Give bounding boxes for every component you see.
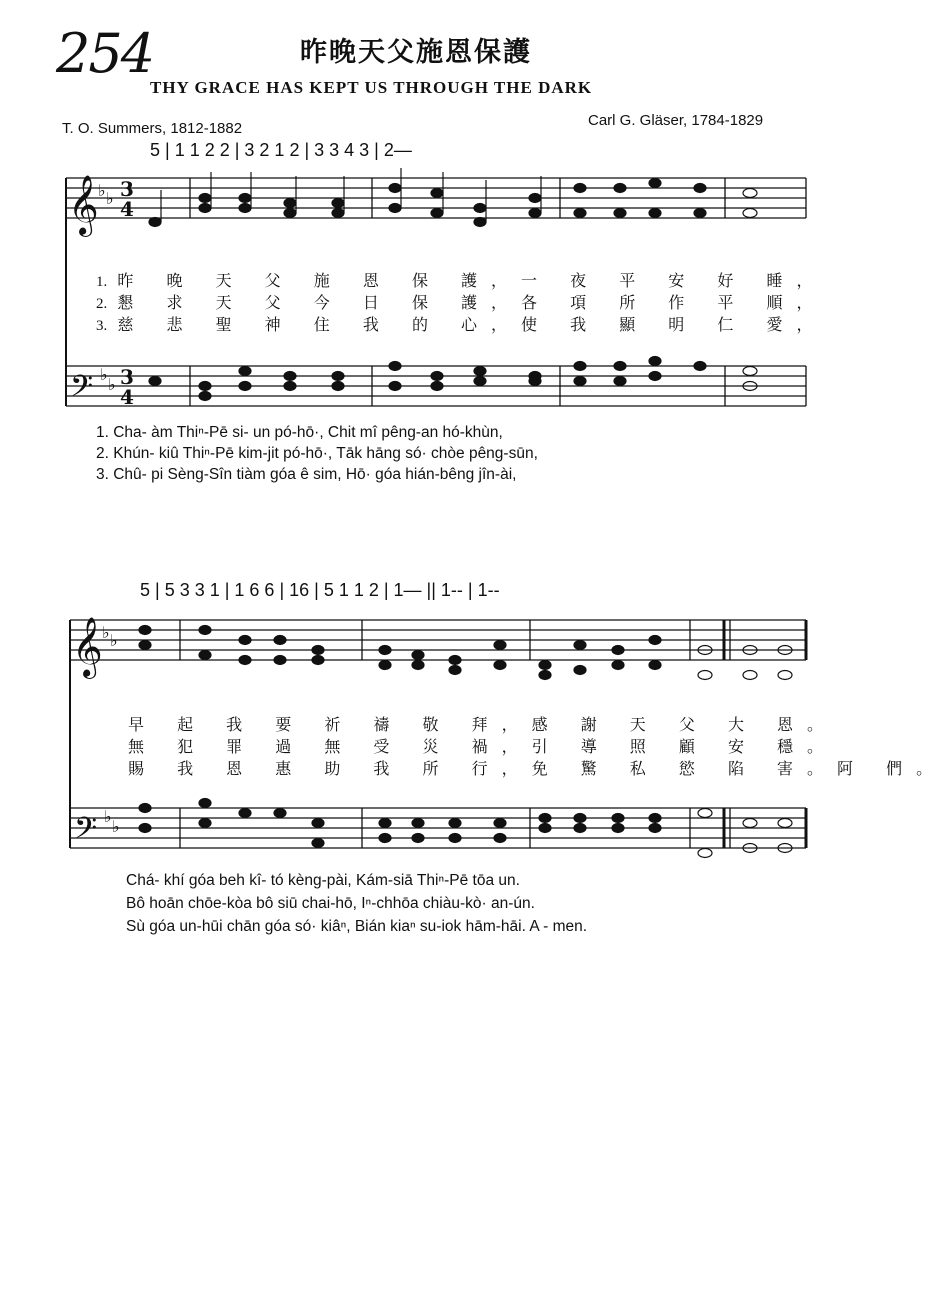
title-english: THY GRACE HAS KEPT US THROUGH THE DARK	[150, 78, 593, 97]
lyric-rom-line3-system2: Sù góa un-hūi chān góa só· kiâⁿ, Bián kiaⁿ su-iok hām-hāi. A - men.	[126, 918, 588, 935]
svg-text:4: 4	[120, 197, 134, 221]
lyric-rom-verse2: 2. Khún- kiû Thiⁿ-Pē kim-jit pó-hō·, Tāk hāng só· chòe pêng-sūn,	[96, 445, 538, 462]
svg-text:♭: ♭	[102, 623, 110, 642]
svg-text:𝄞: 𝄞	[72, 617, 103, 677]
svg-text:♭: ♭	[112, 817, 120, 836]
svg-text:♭: ♭	[106, 189, 114, 208]
lyric-zh-verse3: 3. 慈 悲 聖 神 住 我 的 心，使 我 顯 明 仁 愛，	[96, 315, 827, 334]
title-chinese: 昨晚天父施恩保護	[300, 37, 532, 68]
lyric-zh-verse1: 1. 昨 晚 天 父 施 恩 保 護，一 夜 平 安 好 睡，	[96, 271, 827, 290]
lyric-zh-line3-system2: 賜 我 恩 惠 助 我 所 行，免 驚 私 慾 陷 害。阿 們。	[128, 759, 946, 778]
lyric-rom-verse1: 1. Cha- àm Thiⁿ-Pē si- un pó-hō·, Chit mî pêng-an hó-khùn,	[96, 424, 503, 441]
lyric-rom-verse3: 3. Chû- pi Sèng-Sîn tiàm góa ê sim, Hō· góa hián-bêng jîn-ài,	[96, 466, 517, 483]
numbered-notation-system1: 5 | 1 1 2 2 | 3 2 1 2 | 3 3 4 3 | 2—	[150, 140, 412, 160]
time-signature: 3	[120, 177, 134, 201]
author-credit: T. O. Summers, 1812-1882	[62, 120, 243, 137]
lyric-zh-line2-system2: 無 犯 罪 過 無 受 災 禍，引 導 照 顧 安 穩。	[128, 737, 838, 756]
lyric-rom-line1-system2: Chá- khí góa beh kî- tó kèng-pài, Kám-siā Thiⁿ-Pē tōa un.	[126, 872, 520, 889]
hymn-number: 254	[56, 22, 154, 85]
svg-text:𝄢: 𝄢	[74, 812, 98, 853]
treble-clef-icon: 𝄞	[68, 175, 99, 235]
lyric-zh-line1-system2: 早 起 我 要 祈 禱 敬 拜，感 謝 天 父 大 恩。	[128, 715, 838, 734]
numbered-notation-system2: 5 | 5 3 3 1 | 1 6 6 | 16 | 5 1 1 2 | 1— || 1-- | 1--	[140, 580, 500, 600]
flat-icon: ♭	[98, 181, 106, 200]
svg-text:♭: ♭	[110, 631, 118, 650]
svg-text:3: 3	[120, 365, 134, 389]
svg-text:♭: ♭	[108, 375, 116, 394]
svg-text:♭: ♭	[104, 807, 112, 826]
svg-text:4: 4	[120, 385, 134, 409]
svg-text:♭: ♭	[100, 365, 108, 384]
lyric-rom-line2-system2: Bô hoān chōe-kòa bô siū chai-hō, Iⁿ-chhōa chiàu-kò· an-ún.	[126, 895, 535, 912]
bass-clef-icon: 𝄢	[70, 370, 94, 411]
lyric-zh-verse2: 2. 懇 求 天 父 今 日 保 護，各 項 所 作 平 順，	[96, 293, 827, 312]
composer-credit: Carl G. Gläser, 1784-1829	[588, 112, 764, 129]
